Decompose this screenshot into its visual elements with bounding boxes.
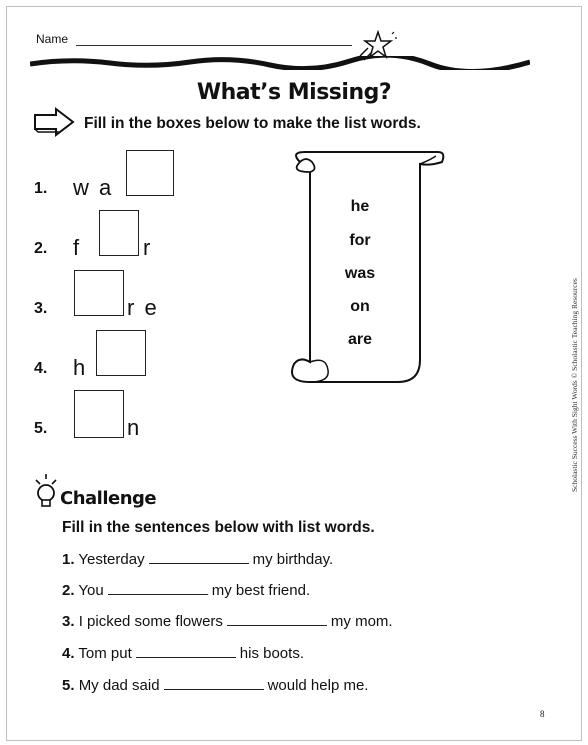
sentence-start: Tom put: [78, 645, 132, 662]
sentence-start: Yesterday: [78, 551, 145, 568]
exercise-letters: w a: [73, 175, 114, 200]
challenge-sentence: [62, 677, 368, 694]
sentence-number: 3.: [62, 613, 75, 630]
sentence-number: 4.: [62, 645, 75, 662]
word-list-item: for: [349, 232, 371, 249]
challenge-sentence: [62, 613, 393, 630]
name-input-line[interactable]: [76, 45, 352, 46]
sentence-number: 2.: [62, 582, 75, 599]
challenge-instruction: Fill in the sentences below with list words.: [62, 519, 375, 536]
lightbulb-icon: [34, 474, 60, 510]
exercise-number: 4.: [34, 360, 48, 377]
sentence-end: my birthday.: [252, 551, 334, 568]
page-title: What’s Missing?: [196, 80, 392, 105]
exercise-number: 2.: [34, 240, 48, 257]
answer-box[interactable]: [126, 150, 174, 196]
sentence-end: my best friend.: [211, 582, 311, 599]
sentence-start: You: [78, 582, 104, 599]
exercise-number: 5.: [34, 420, 48, 437]
sentence-end: his boots.: [239, 645, 304, 662]
word-list-item: on: [350, 298, 370, 315]
answer-blank[interactable]: [136, 656, 236, 658]
word-list-item: was: [344, 265, 376, 282]
header-divider: [30, 56, 530, 70]
sentence-end: my mom.: [330, 613, 393, 630]
arrow-right-icon: [32, 106, 76, 138]
word-list-item: are: [347, 331, 373, 348]
exercise-number: 3.: [34, 300, 48, 317]
challenge-sentence: [62, 582, 310, 599]
sentence-end: would help me.: [267, 677, 369, 694]
sentence-number: 1.: [62, 551, 75, 568]
page-number: 8: [540, 709, 545, 719]
exercise-number: 1.: [34, 180, 48, 197]
name-label: Name: [36, 32, 69, 46]
challenge-title: Challenge: [60, 488, 157, 509]
word-list-item: he: [350, 198, 370, 215]
exercise-letters: r e: [127, 295, 159, 320]
sentence-start: My dad said: [78, 677, 160, 694]
exercise-letters: h: [73, 355, 88, 380]
challenge-sentence: [62, 645, 304, 662]
answer-blank[interactable]: [227, 624, 327, 626]
answer-box[interactable]: [74, 270, 124, 316]
exercise-letters: n: [127, 415, 142, 440]
answer-blank[interactable]: [149, 562, 249, 564]
answer-box[interactable]: [74, 390, 124, 438]
answer-box[interactable]: [99, 210, 139, 256]
instruction-text: Fill in the boxes below to make the list words.: [84, 115, 421, 132]
sentence-number: 5.: [62, 677, 75, 694]
answer-blank[interactable]: [164, 688, 264, 690]
challenge-sentence: [62, 551, 333, 568]
answer-box[interactable]: [96, 330, 146, 376]
exercise-letters: f: [73, 235, 82, 260]
sentence-start: I picked some flowers: [78, 613, 223, 630]
side-credit-text: Scholastic Success With Sight Words © Scholastic Teaching Resources: [570, 278, 579, 492]
answer-blank[interactable]: [108, 593, 208, 595]
exercise-letters: r: [143, 235, 153, 260]
side-credit: [562, 252, 579, 492]
